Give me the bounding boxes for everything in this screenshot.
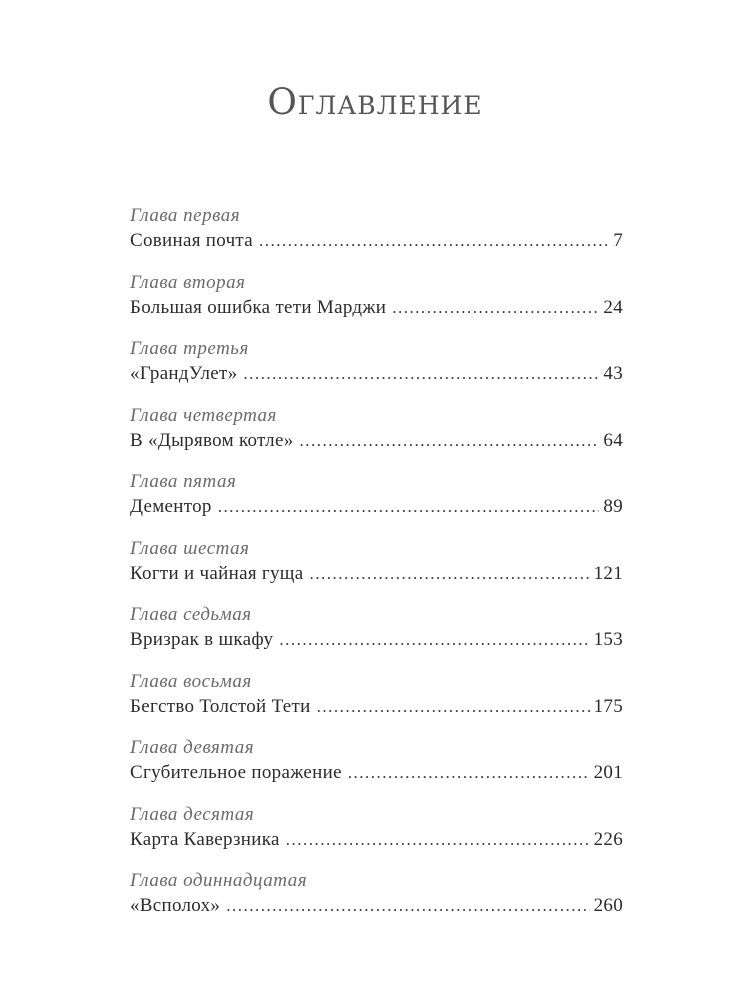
chapter-number: Глава восьмая bbox=[130, 670, 252, 692]
toc-line bbox=[130, 561, 623, 587]
toc-line bbox=[130, 494, 623, 520]
chapter-number: Глава седьмая bbox=[130, 604, 252, 625]
page-number: 201 bbox=[593, 762, 623, 783]
page-number: 153 bbox=[593, 629, 623, 650]
toc-line bbox=[130, 428, 623, 454]
chapter-title[interactable]: Бегство Толстой Тети bbox=[130, 695, 311, 717]
chapter-number: Глава третья bbox=[130, 338, 249, 359]
toc-line bbox=[130, 694, 623, 720]
chapter-number: Глава девятая bbox=[130, 737, 255, 758]
toc-entry[interactable] bbox=[130, 404, 623, 471]
dot-leader bbox=[309, 561, 589, 587]
page-number: 121 bbox=[593, 562, 623, 584]
page-number: 175 bbox=[593, 695, 623, 717]
toc-entry[interactable] bbox=[130, 736, 623, 803]
toc-line bbox=[130, 295, 623, 321]
chapter-title[interactable]: Дементор bbox=[130, 496, 212, 517]
chapter-title[interactable]: Вризрак в шкафу bbox=[130, 629, 274, 650]
dot-leader bbox=[286, 827, 590, 853]
page-number: 24 bbox=[603, 296, 623, 318]
page-title: Оглавление bbox=[267, 82, 483, 123]
chapter-title[interactable]: Карта Каверзника bbox=[130, 828, 280, 850]
toc-entry[interactable] bbox=[130, 204, 623, 271]
dot-leader bbox=[226, 893, 589, 919]
chapter-number: Глава вторая bbox=[130, 271, 246, 293]
toc-line bbox=[130, 827, 623, 853]
toc-entry[interactable] bbox=[130, 337, 623, 404]
page-number: 64 bbox=[603, 429, 623, 451]
dot-leader bbox=[317, 694, 590, 720]
chapter-title[interactable]: Большая ошибка тети Марджи bbox=[130, 296, 387, 318]
toc-entry[interactable] bbox=[130, 670, 623, 737]
toc-line bbox=[130, 228, 623, 254]
page-number: 226 bbox=[593, 828, 623, 850]
chapter-title[interactable]: Сгубительное поражение bbox=[130, 762, 342, 783]
chapter-title[interactable]: В «Дырявом котле» bbox=[130, 429, 294, 451]
chapter-title[interactable]: «ГрандУлет» bbox=[130, 363, 238, 384]
page-number: 89 bbox=[603, 496, 623, 517]
chapter-number: Глава пятая bbox=[130, 471, 237, 492]
chapter-number: Глава одиннадцатая bbox=[130, 870, 308, 891]
dot-leader bbox=[300, 428, 600, 454]
chapter-number: Глава десятая bbox=[130, 803, 255, 825]
dot-leader bbox=[348, 760, 590, 786]
chapter-title[interactable]: Когти и чайная гуща bbox=[130, 562, 304, 584]
dot-leader bbox=[218, 494, 600, 520]
toc-entry[interactable] bbox=[130, 803, 623, 870]
toc-entry[interactable] bbox=[130, 271, 623, 338]
dot-leader bbox=[392, 295, 599, 321]
chapter-number: Глава первая bbox=[130, 205, 241, 226]
chapter-number: Глава шестая bbox=[130, 537, 250, 559]
dot-leader bbox=[279, 627, 589, 653]
toc-entry[interactable] bbox=[130, 869, 623, 936]
toc-line bbox=[130, 760, 623, 786]
chapter-title[interactable]: Совиная почта bbox=[130, 230, 254, 251]
toc-entry[interactable] bbox=[130, 470, 623, 537]
toc-line bbox=[130, 627, 623, 653]
toc-line bbox=[130, 893, 623, 919]
chapter-title[interactable]: «Всполох» bbox=[130, 895, 221, 916]
toc-entry[interactable] bbox=[130, 537, 623, 604]
table-of-contents bbox=[130, 204, 623, 936]
dot-leader bbox=[243, 361, 599, 387]
page-number: 43 bbox=[603, 363, 623, 384]
page-number: 260 bbox=[593, 895, 623, 916]
chapter-number: Глава четвертая bbox=[130, 404, 277, 426]
dot-leader bbox=[259, 228, 609, 254]
toc-entry[interactable] bbox=[130, 603, 623, 670]
page-number: 7 bbox=[613, 230, 623, 251]
toc-line bbox=[130, 361, 623, 387]
